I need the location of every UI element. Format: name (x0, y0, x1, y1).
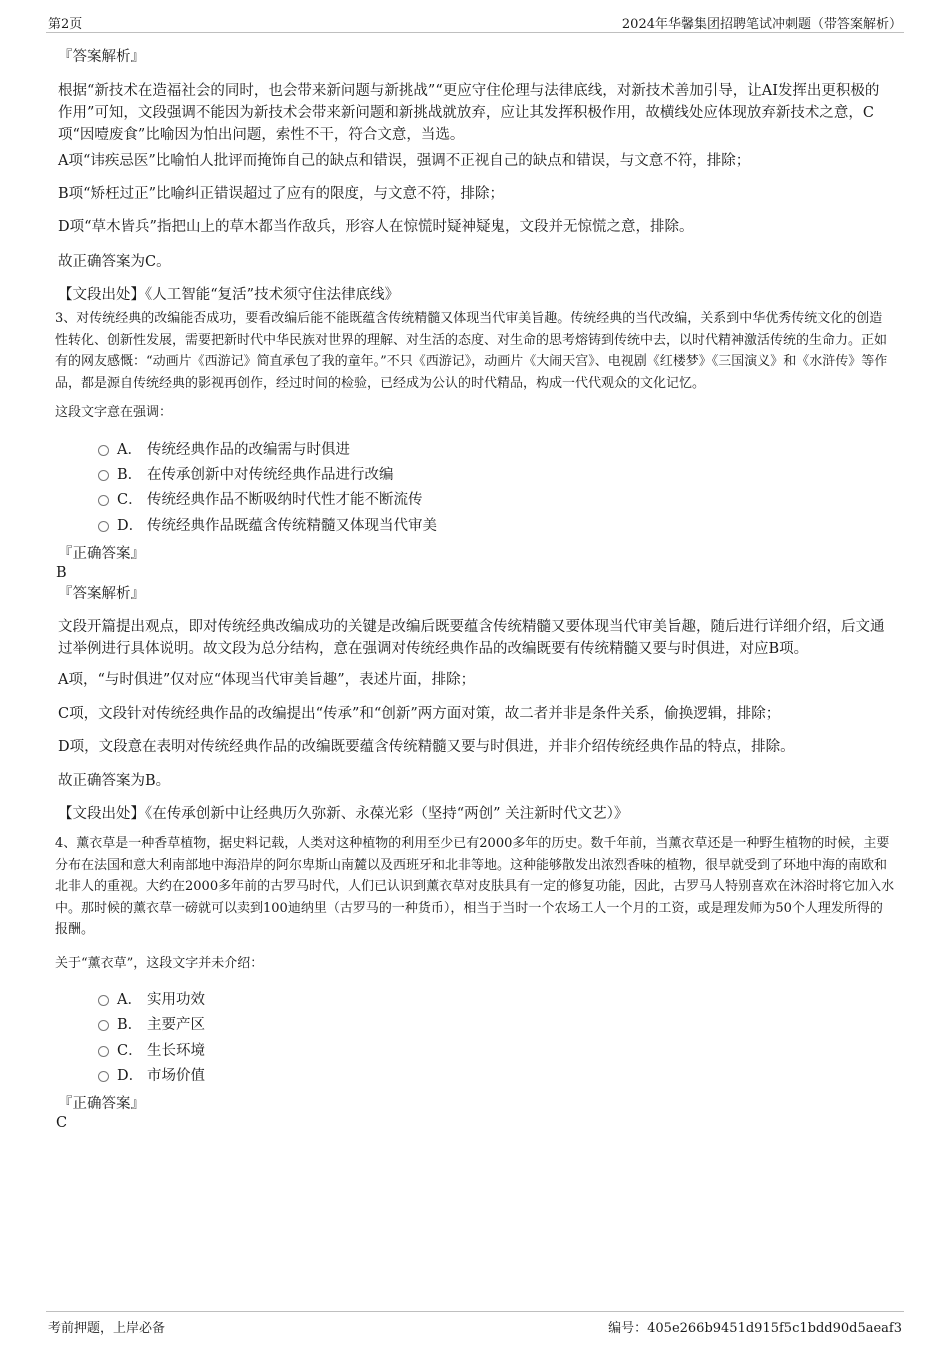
q2-analysis-option-d: D项“草木皆兵”指把山上的草木都当作敌兵，形容人在惊慌时疑神疑鬼，文段并无惊慌之意，排除。 (58, 219, 694, 235)
q3-option-b[interactable]: B． 在传承创新中对传统经典作品进行改编 (98, 465, 394, 485)
q3-analysis-option-a: A项，“与时俱进”仅对应“体现当代审美旨趣”，表述片面，排除； (58, 672, 476, 688)
q4-prompt: 关于“薰衣草”，这段文字并未介绍： (55, 956, 264, 971)
page-header (0, 0, 950, 34)
q3-option-a[interactable]: A． 传统经典作品的改编需与时俱进 (98, 440, 350, 460)
q2-conclusion: 故正确答案为C。 (58, 254, 171, 270)
q3-option-c[interactable]: C． 传统经典作品不断吸纳时代性才能不断流传 (98, 490, 423, 510)
q4-option-d[interactable]: D． 市场价值 (98, 1066, 205, 1086)
q4-stem: 4、薰衣草是一种香草植物，据史料记载，人类对这种植物的利用至少已有2000多年的历史。数千年前，当薰衣草还是一种野生植物的时候，主要分布在法国和意大利南部地中海沿岸的阿尔卑斯山南麓以及西班牙和北非等地。这种能够散发出浓烈香味的植物，很早就受到了环地中海的南欧和北非人的重视。大约在2000多年前的古罗马时代，人们已认识到薰衣草对皮肤具有一定的修复功能，因此，古罗马人特别喜欢在沐浴时将它加入水中。那时候的薰衣草一磅就可以卖到100迪纳里（古罗马的一种货币），相当于当时一个农场工人一个月的工资，或是理发师为50个人理发所得的报酬。 (55, 836, 895, 937)
document-title: 2024年华馨集团招聘笔试冲刺题（带答案解析） (621, 17, 902, 32)
document-code (608, 1317, 902, 1336)
q3-answer: B (56, 565, 67, 581)
q4-option-b[interactable]: B． 主要产区 (98, 1015, 205, 1035)
q3-analysis-option-c: C项，文段针对传统经典作品的改编提出“传承”和“创新”两方面对策，故二者并非是条件关系，偷换逻辑，排除； (58, 706, 781, 722)
q3-option-d[interactable]: D． 传统经典作品既蕴含传统精髓又体现当代审美 (98, 516, 437, 536)
q2-analysis-heading: 『答案解析』 (58, 49, 145, 65)
radio-icon[interactable] (98, 521, 109, 532)
q4-answer: C (56, 1115, 68, 1131)
q3-analysis-heading: 『答案解析』 (58, 586, 145, 602)
radio-icon[interactable] (98, 1020, 109, 1031)
footer-note: 考前押题，上岸必备 (48, 1321, 166, 1336)
q2-analysis-option-a: A项“讳疾忌医”比喻怕人批评而掩饰自己的缺点和错误，强调不正视自己的缺点和错误，与文意不符，排除； (58, 153, 751, 169)
q4-option-a[interactable]: A． 实用功效 (98, 990, 205, 1010)
q3-analysis-option-d: D项，文段意在表明对传统经典作品的改编既要蕴含传统精髓又要与时俱进，并非介绍传统经典作品的特点，排除。 (58, 739, 795, 755)
q3-analysis-paragraph: 文段开篇提出观点，即对传统经典改编成功的关键是改编后既要蕴含传统精髓又要体现当代审美旨趣，随后进行详细介绍，后文通过举例进行具体说明。故文段为总分结构，意在强调对传统经典作品的改编既要有传统精髓又要与时俱进，对应B项。 (58, 619, 885, 657)
q3-prompt: 这段文字意在强调： (55, 405, 173, 420)
code-value: 405e266b9451d915f5c1bdd90d5aeaf3 (647, 1321, 902, 1336)
code-label: 编号： (608, 1321, 648, 1336)
q3-stem: 3、对传统经典的改编能否成功，要看改编后能不能既蕴含传统精髓又体现当代审美旨趣。传统经典的当代改编，关系到中华优秀传统文化的创造性转化、创新性发展，需要把新时代中华民族对世界的理解、对生活的态度、对生命的思考熔铸到传统中去，以时代精神激活传统的生命力。正如有的网友感慨：“动画片《西游记》简直承包了我的童年。”不只《西游记》，动画片《大闹天宫》、电视剧《红楼梦》《三国演义》和《水浒传》等作品，都是源自传统经典的影视再创作，经过时间的检验，已经成为公认的时代精品，构成一代代观众的文化记忆。 (55, 311, 888, 391)
q3-answer-heading: 『正确答案』 (58, 546, 145, 562)
radio-icon[interactable] (98, 1046, 109, 1057)
q4-answer-heading: 『正确答案』 (58, 1096, 145, 1112)
q3-source: 【文段出处】《在传承创新中让经典历久弥新、永葆光彩（坚持“两创” 关注新时代文艺）》 (58, 806, 629, 822)
radio-icon[interactable] (98, 470, 109, 481)
q2-analysis-option-b: B项“矫枉过正”比喻纠正错误超过了应有的限度，与文意不符，排除； (58, 186, 504, 202)
q3-conclusion: 故正确答案为B。 (58, 773, 171, 789)
page-number: 第2页 (48, 17, 83, 32)
q2-analysis-paragraph: 根据“新技术在造福社会的同时，也会带来新问题与新挑战”“更应守住伦理与法律底线，对新技术善加引导，让AI发挥出更积极的作用”可知，文段强调不能因为新技术会带来新问题和新挑战就放弃，应让其发挥积极作用，故横线处应体现放弃新技术之意，C项“因噎废食”比喻因为怕出问题，索性不干，符合文意，当选。 (58, 83, 880, 143)
radio-icon[interactable] (98, 995, 109, 1006)
q2-source: 【文段出处】《人工智能“复活”技术须守住法律底线》 (58, 287, 400, 303)
footer-divider (46, 1311, 904, 1312)
radio-icon[interactable] (98, 1071, 109, 1082)
q4-option-c[interactable]: C． 生长环境 (98, 1041, 205, 1061)
header-divider (46, 32, 904, 33)
page-footer (0, 1305, 950, 1345)
radio-icon[interactable] (98, 495, 109, 506)
radio-icon[interactable] (98, 445, 109, 456)
